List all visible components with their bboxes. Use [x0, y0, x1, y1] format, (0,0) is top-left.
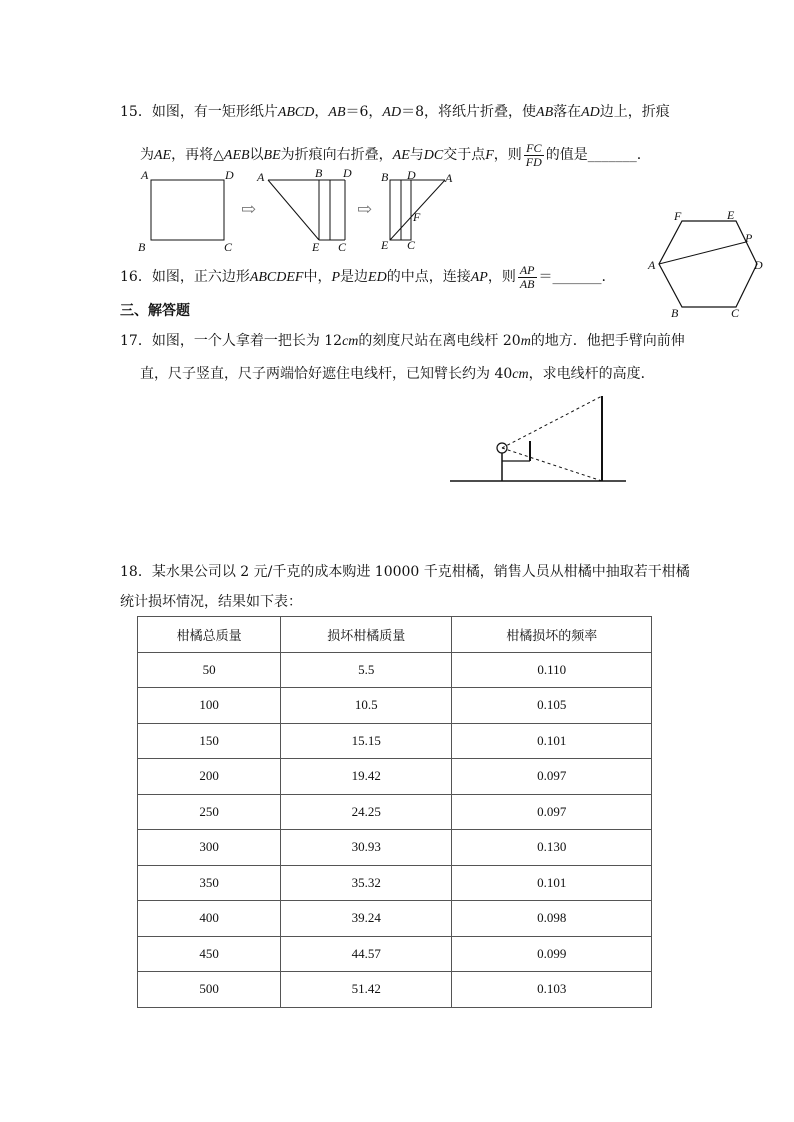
- fig-label: D: [343, 166, 352, 180]
- table-row: [138, 901, 652, 937]
- fig-label: E: [381, 238, 389, 252]
- table-header-cell: 柑橘损坏的频率: [452, 617, 652, 653]
- table-cell: 100: [138, 688, 281, 724]
- table-cell: 0.097: [452, 794, 652, 830]
- section-heading: 三、解答题: [120, 303, 190, 319]
- pole-figure: [448, 390, 630, 490]
- damage-table: [137, 616, 652, 1008]
- q15-line1: 15．如图，有一矩形纸片ABCD，AB＝6，AD＝8，将纸片折叠，使AB落在AD边上，折痕: [120, 104, 670, 120]
- table-cell: 0.105: [452, 688, 652, 724]
- table-cell: 0.101: [452, 723, 652, 759]
- q18-line1: 18．某水果公司以 2 元/千克的成本购进 10000 千克柑橘，销售人员从柑橘中抽取若干柑橘: [120, 564, 690, 580]
- fig-label: B: [315, 166, 323, 180]
- hex-label: E: [727, 208, 735, 222]
- fig-label: A: [141, 168, 149, 182]
- sight-line-bottom: [502, 448, 602, 481]
- table-row: [138, 865, 652, 901]
- table-cell: 400: [138, 901, 281, 937]
- table-cell: 39.24: [281, 901, 452, 937]
- table-cell: 10.5: [281, 688, 452, 724]
- q15-fraction: $\frac{FC}{FD}$: [525, 140, 542, 169]
- fig-label: A: [445, 171, 453, 185]
- table-header-cell: 柑橘总质量: [138, 617, 281, 653]
- table-cell: 450: [138, 936, 281, 972]
- fig-label: B: [381, 170, 389, 184]
- hexagon-abcdef: [659, 221, 757, 307]
- segment-ap: [659, 242, 746, 264]
- table-cell: 24.25: [281, 794, 452, 830]
- fig-label: E: [312, 240, 320, 254]
- q15-line2: 为AE，再将△AEB以BE为折痕向右折叠，AE与DC交于点F，则 $\frac{FC}{FD}$ 的值是_______.: [140, 140, 642, 169]
- q18-line2: 统计损坏情况，结果如下表：: [120, 594, 302, 610]
- table-cell: 0.110: [452, 652, 652, 688]
- fold-arrow-icon: ⇨: [357, 199, 373, 219]
- table-header-row: [138, 617, 652, 653]
- table-cell: 5.5: [281, 652, 452, 688]
- table-cell: 0.097: [452, 759, 652, 795]
- hex-label: F: [674, 209, 682, 223]
- table-cell: 15.15: [281, 723, 452, 759]
- fig-rectangle-abcd: [151, 180, 224, 240]
- fig-label: C: [224, 240, 233, 254]
- table-cell: 500: [138, 972, 281, 1008]
- hex-label: B: [671, 306, 679, 320]
- q17-line2: 直，尺子竖直，尺子两端恰好遮住电线杆，已知臂长约为 40cm，求电线杆的高度．: [140, 366, 655, 382]
- fold-arrow-icon: ⇨: [241, 199, 257, 219]
- hexagon-figure: [640, 205, 780, 320]
- sight-line-top: [502, 396, 602, 448]
- fig-label: D: [407, 168, 416, 182]
- table-cell: 50: [138, 652, 281, 688]
- fig-folded-step1: [268, 180, 345, 240]
- q16-fraction: $\frac{AP}{AB}$: [519, 262, 535, 291]
- fig-label: C: [338, 240, 347, 254]
- table-row: [138, 723, 652, 759]
- fig-label: D: [225, 168, 234, 182]
- fold-figure: [135, 165, 465, 255]
- table-cell: 19.42: [281, 759, 452, 795]
- hex-label: A: [648, 258, 656, 272]
- table-cell: 0.101: [452, 865, 652, 901]
- q17-line1: 17．如图，一个人拿着一把长为 12cm的刻度尺站在离电线杆 20m的地方．他把手臂向前伸: [120, 333, 685, 349]
- hex-label: D: [754, 258, 763, 272]
- hex-label: C: [731, 306, 740, 320]
- table-cell: 200: [138, 759, 281, 795]
- table-cell: 350: [138, 865, 281, 901]
- table-row: [138, 652, 652, 688]
- table-cell: 0.099: [452, 936, 652, 972]
- table-cell: 51.42: [281, 972, 452, 1008]
- table-cell: 35.32: [281, 865, 452, 901]
- table-row: [138, 759, 652, 795]
- table-row: [138, 688, 652, 724]
- table-cell: 44.57: [281, 936, 452, 972]
- table-row: [138, 936, 652, 972]
- fig-label: A: [257, 170, 265, 184]
- table-header-cell: 损坏柑橘质量: [281, 617, 452, 653]
- table-cell: 30.93: [281, 830, 452, 866]
- table-row: [138, 830, 652, 866]
- fig-label: C: [407, 238, 416, 252]
- fig-label: B: [138, 240, 146, 254]
- table-cell: 150: [138, 723, 281, 759]
- table-row: [138, 794, 652, 830]
- q16-line: 16．如图，正六边形ABCDEF中，P是边ED的中点，连接AP，则 $\frac{AP}{AB}$ ＝_______.: [120, 262, 606, 291]
- table-cell: 0.103: [452, 972, 652, 1008]
- table-cell: 250: [138, 794, 281, 830]
- table-row: [138, 972, 652, 1008]
- hex-label: P: [745, 231, 753, 245]
- fig-label: F: [413, 210, 421, 224]
- table-cell: 300: [138, 830, 281, 866]
- table-cell: 0.130: [452, 830, 652, 866]
- table-cell: 0.098: [452, 901, 652, 937]
